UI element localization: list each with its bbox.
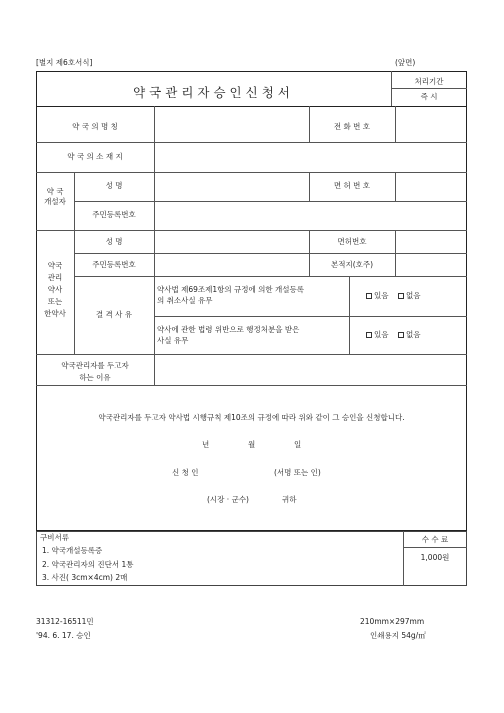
date-year: 년 xyxy=(202,440,210,449)
label-registered-domicile: 본적지(호주) xyxy=(330,260,374,269)
label-license-no: 면 허 번 호 xyxy=(333,181,371,190)
paper-weight: 인쇄용지 54g/㎡ xyxy=(370,631,426,640)
label-pharmacy-location: 약 국 의 소 재 지 xyxy=(67,152,123,161)
manager-name-field[interactable] xyxy=(155,231,308,252)
disq1-options: 있음 없음 xyxy=(366,291,421,301)
disq-item-1: 약사법 제69조제1항의 규정에 의한 개설등록 의 취소사실 유무 xyxy=(157,285,305,305)
documents-title: 구비서류 xyxy=(40,533,69,542)
manager-license-field[interactable] xyxy=(396,231,466,252)
document-item: 3. 사진( 3cm×4cm) 2매 xyxy=(42,573,128,582)
manager-resident-field[interactable] xyxy=(155,254,308,275)
fee-label: 수 수 료 xyxy=(421,535,449,544)
pharmacy-location-field[interactable] xyxy=(155,143,466,171)
applicant-label: 신 청 인 xyxy=(172,468,199,477)
pharmacy-name-field[interactable] xyxy=(155,107,308,141)
label-manager-group: 약국 관리 약사 또는 한약사 xyxy=(44,261,66,318)
processing-label: 처리기간 xyxy=(414,77,444,86)
license-no-field[interactable] xyxy=(396,173,466,200)
label-founder-name: 성 명 xyxy=(105,181,123,190)
paper-size: 210mm×297mm xyxy=(360,617,425,626)
application-statement: 약국관리자를 두고자 약사법 시행규칙 제10조의 규정에 따라 위와 같이 그 승인을 신청합니다. xyxy=(98,413,405,422)
page-side: (앞면) xyxy=(395,58,416,67)
label-reason: 약국관리자를 두고자 하는 이유 xyxy=(61,361,129,382)
founder-resident-field[interactable] xyxy=(155,202,466,229)
recipient-suffix: 귀하 xyxy=(282,495,297,504)
founder-name-field[interactable] xyxy=(155,173,308,200)
applicant-sign: (서명 또는 인) xyxy=(274,468,321,477)
date-day: 일 xyxy=(294,440,302,449)
label-founder-resident: 주민등록번호 xyxy=(92,210,136,219)
disq1-yes-checkbox[interactable] xyxy=(366,293,372,299)
disq2-yes-checkbox[interactable] xyxy=(366,332,372,338)
date-month: 월 xyxy=(248,440,256,449)
document-item: 1. 약국개설등록증 xyxy=(42,546,103,555)
document-item: 2. 약국관리자의 진단서 1통 xyxy=(42,560,134,569)
label-disqualification: 결 격 사 유 xyxy=(95,310,133,319)
phone-field[interactable] xyxy=(396,107,466,141)
form-title: 약국관리자승인신청서 xyxy=(133,85,294,100)
disq-item-2: 약사에 관한 법령 위반으로 행정처분을 받은 사실 유무 xyxy=(157,325,300,345)
applicant-field[interactable] xyxy=(210,465,270,479)
disq2-no-checkbox[interactable] xyxy=(398,332,404,338)
label-founder-group: 약 국 개설자 xyxy=(44,187,66,206)
fee-value: 1,000원 xyxy=(420,553,450,562)
registered-domicile-field[interactable] xyxy=(396,254,466,275)
label-phone: 전 화 번 호 xyxy=(333,122,371,131)
label-pharmacy-name: 약 국 의 명 칭 xyxy=(72,122,118,131)
recipient-org: (시장 · 군수) xyxy=(207,495,249,504)
label-manager-resident: 주민등록번호 xyxy=(92,260,136,269)
form-code: 31312-16511민 xyxy=(36,617,94,626)
approval-date: '94. 6. 17. 승인 xyxy=(36,631,91,640)
disq1-no-checkbox[interactable] xyxy=(398,293,404,299)
processing-value: 즉 시 xyxy=(420,92,438,101)
disq2-options: 있음 없음 xyxy=(366,330,421,340)
reason-field[interactable] xyxy=(155,355,466,384)
form-number: [별지 제6호서식] xyxy=(36,58,93,67)
label-manager-name: 성 명 xyxy=(105,237,123,246)
label-manager-license: 면허번호 xyxy=(337,237,367,246)
